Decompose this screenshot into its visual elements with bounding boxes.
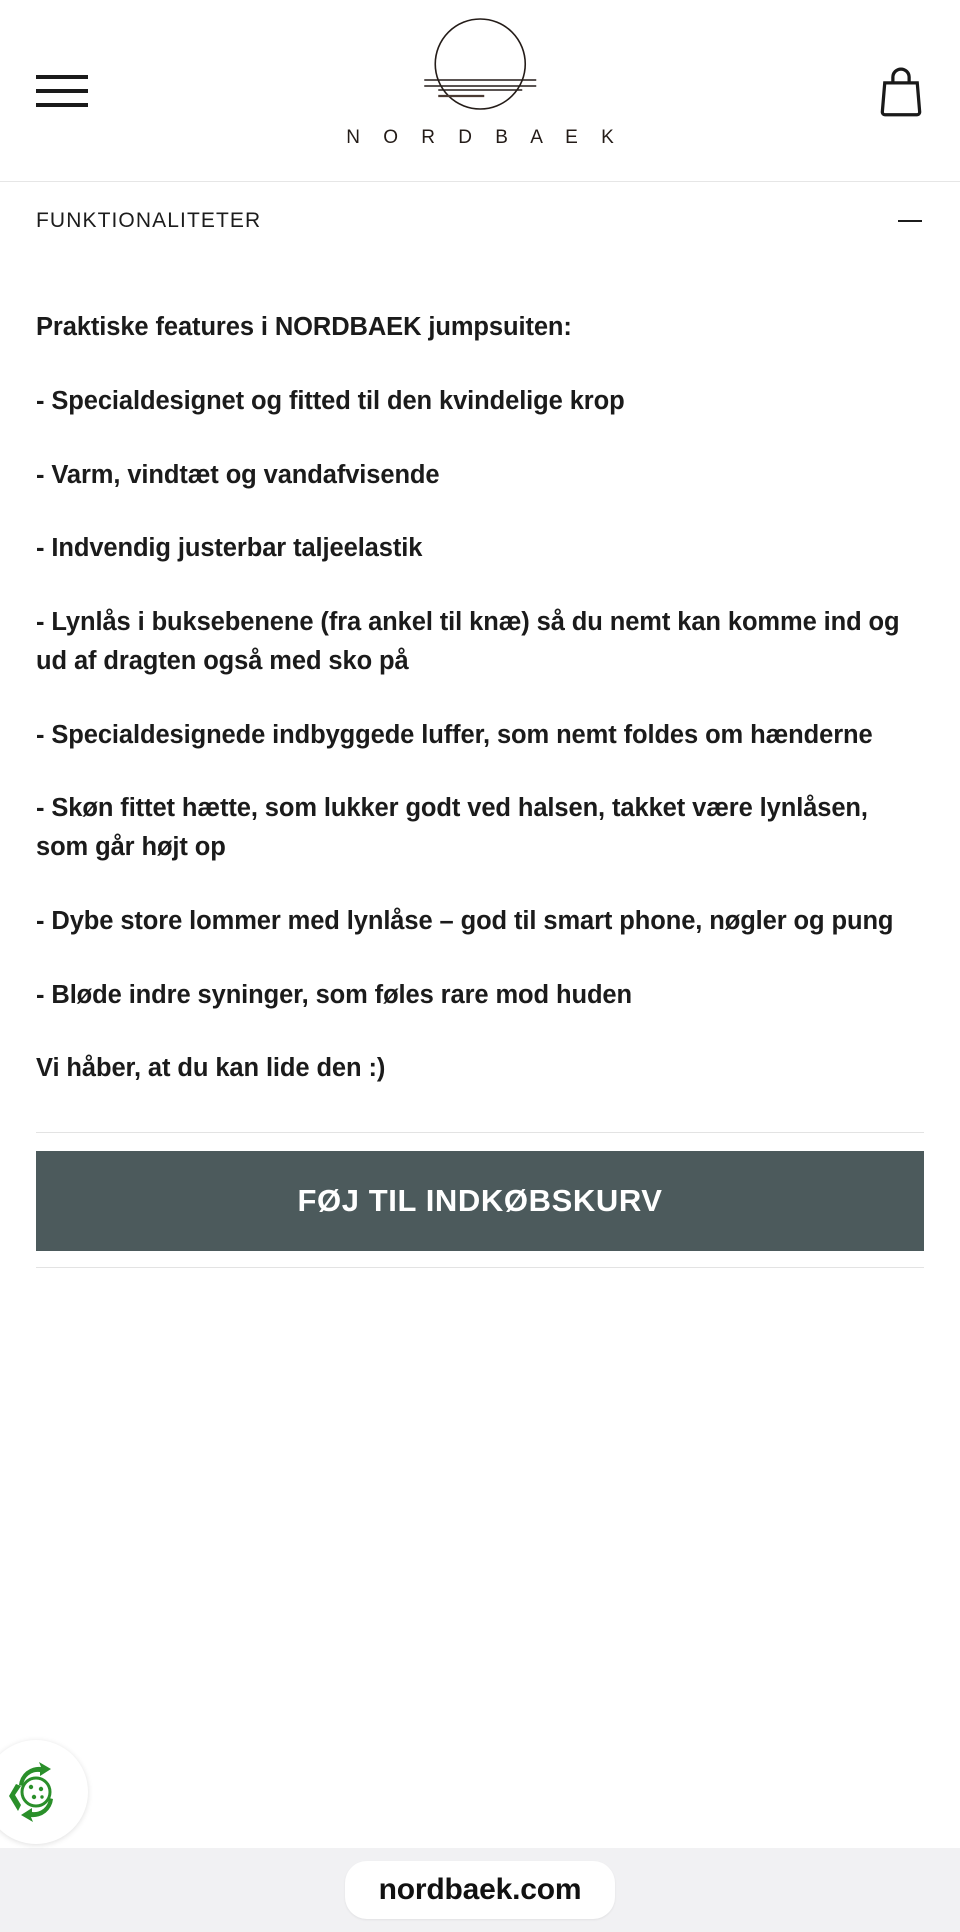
functionality-accordion xyxy=(0,182,960,1088)
cart-section xyxy=(0,1132,960,1268)
feature-item-6: - Skøn fittet hætte, som lukker godt ved halsen, takket være lynlåsen, som går højt op xyxy=(36,794,868,861)
feature-intro: Praktiske features i NORDBAEK jumpsuiten: xyxy=(36,313,572,341)
feature-item-3: - Indvendig justerbar taljeelastik xyxy=(36,534,423,563)
sun-horizon-circle-logo-icon xyxy=(396,12,564,120)
feature-item-1: - Specialdesignet og fitted til den kvindelige krop xyxy=(36,386,625,415)
feature-item-4: - Lynlås i buksebenene (fra ankel til knæ) så du nemt kan komme ind og ud af dragten også med sko på xyxy=(36,608,900,675)
recycling-arrows-icon xyxy=(0,1755,73,1829)
feature-item-2: - Varm, vindtæt og vandafvisende xyxy=(36,460,440,489)
feature-item-8: - Bløde indre syninger, som føles rare mod huden xyxy=(36,980,632,1009)
hamburger-bar-3 xyxy=(36,103,88,107)
feature-closing-note: Vi håber, at du kan lide den :) xyxy=(36,1054,386,1083)
hamburger-bar-1 xyxy=(36,75,88,79)
cart-bottom-divider xyxy=(36,1267,924,1268)
site-logo[interactable] xyxy=(337,12,623,147)
add-to-cart-button[interactable]: FØJ TIL INDKØBSKURV xyxy=(36,1151,924,1251)
shopping-bag-icon[interactable] xyxy=(878,65,924,117)
recycling-badge-widget[interactable] xyxy=(0,1740,88,1844)
accordion-header-funktionaliteter[interactable] xyxy=(36,182,924,260)
header-divider xyxy=(0,181,960,182)
site-header xyxy=(0,0,960,182)
browser-url-bar xyxy=(0,1848,960,1932)
hamburger-bar-2 xyxy=(36,89,88,93)
url-display[interactable]: nordbaek.com xyxy=(345,1861,616,1919)
accordion-content xyxy=(36,260,924,1088)
feature-item-5: - Specialdesignede indbyggede luffer, som nemt foldes om hænderne xyxy=(36,720,873,749)
minus-icon[interactable] xyxy=(896,207,924,235)
hamburger-menu-icon[interactable] xyxy=(36,71,88,111)
cart-top-divider xyxy=(36,1132,924,1133)
logo-wordmark: N O R D B A E K xyxy=(346,127,623,148)
feature-item-7: - Dybe store lommer med lynlåse – god til smart phone, nøgler og pung xyxy=(36,906,894,935)
accordion-title: FUNKTIONALITETER xyxy=(36,209,262,232)
